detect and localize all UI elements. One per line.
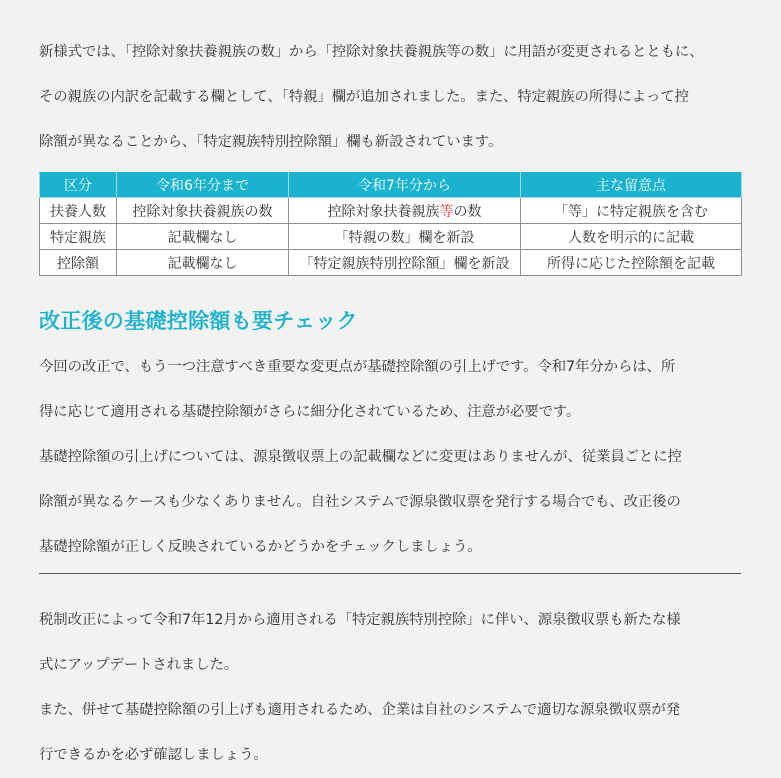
intro-line: その親族の内訳を記載する欄として、「特親」欄が追加されました。また、特定親族の所得によって控: [39, 89, 689, 105]
cell-after-prefix: 控除対象扶養親族: [327, 203, 440, 220]
section-line: 基礎控除額の引上げについては、源泉徴収票上の記載欄などに変更はありませんが、従業員ごとに控: [39, 449, 682, 465]
section-divider: [39, 573, 741, 574]
section-line: 基礎控除額が正しく反映されているかどうかをチェックしましょう。: [39, 539, 482, 555]
summary-line: 式にアップデートされました。: [39, 657, 239, 673]
table-header-row: [40, 173, 742, 198]
cell-category: 特定親族: [40, 224, 117, 250]
header-category: 区分: [40, 173, 117, 198]
intro-paragraph: [39, 30, 745, 165]
cell-after: [289, 198, 521, 224]
cell-category: 控除額: [40, 250, 117, 276]
cell-note: 所得に応じた控除額を記載: [521, 250, 742, 276]
summary-line: 行できるかを必ず確認しましょう。: [39, 747, 268, 763]
cell-note: 「等」に特定親族を含む: [521, 198, 742, 224]
table-row: [40, 198, 742, 224]
cell-after-suffix: の数: [453, 203, 482, 220]
cell-after: 「特親の数」欄を新設: [289, 224, 521, 250]
cell-before: 記載欄なし: [117, 250, 289, 276]
table-row: [40, 250, 742, 276]
table-row: [40, 224, 742, 250]
summary-line: また、併せて基礎控除額の引上げも適用されるため、企業は自社のシステムで適切な源泉徴収票が発: [39, 702, 681, 718]
cell-category: 扶養人数: [40, 198, 117, 224]
section-line: 今回の改正で、もう一つ注意すべき重要な変更点が基礎控除額の引上げです。令和7年分からは、所: [39, 359, 676, 375]
section-paragraph: [39, 435, 745, 570]
header-before: 令和6年分まで: [117, 173, 289, 198]
header-after: 令和7年分から: [289, 173, 521, 198]
section-line: 得に応じて適用される基礎控除額がさらに細分化されているため、注意が必要です。: [39, 404, 581, 420]
cell-note: 人数を明示的に記載: [521, 224, 742, 250]
summary-line: 税制改正によって令和7年12月から適用される「特定親族特別控除」に伴い、源泉徴収票も新たな様: [39, 612, 681, 628]
intro-line: 除額が異なることから、「特定親族特別控除額」欄も新設されています。: [39, 134, 503, 150]
cell-after: 「特定親族特別控除額」欄を新設: [289, 250, 521, 276]
section-heading: 改正後の基礎控除額も要チェック: [39, 309, 358, 333]
cell-before: 記載欄なし: [117, 224, 289, 250]
section-line: 除額が異なるケースも少なくありません。自社システムで源泉徴収票を発行する場合でも、改正後の: [39, 494, 681, 510]
intro-line: 新様式では、「控除対象扶養親族の数」から「控除対象扶養親族等の数」に用語が変更されるとともに、: [39, 44, 704, 60]
summary-paragraph: [39, 688, 745, 778]
summary-paragraph: [39, 598, 745, 688]
comparison-table: [39, 172, 742, 276]
cell-after-highlight: 等: [439, 203, 454, 220]
cell-before: 控除対象扶養親族の数: [117, 198, 289, 224]
section-paragraph: [39, 345, 745, 435]
header-note: 主な留意点: [521, 173, 742, 198]
